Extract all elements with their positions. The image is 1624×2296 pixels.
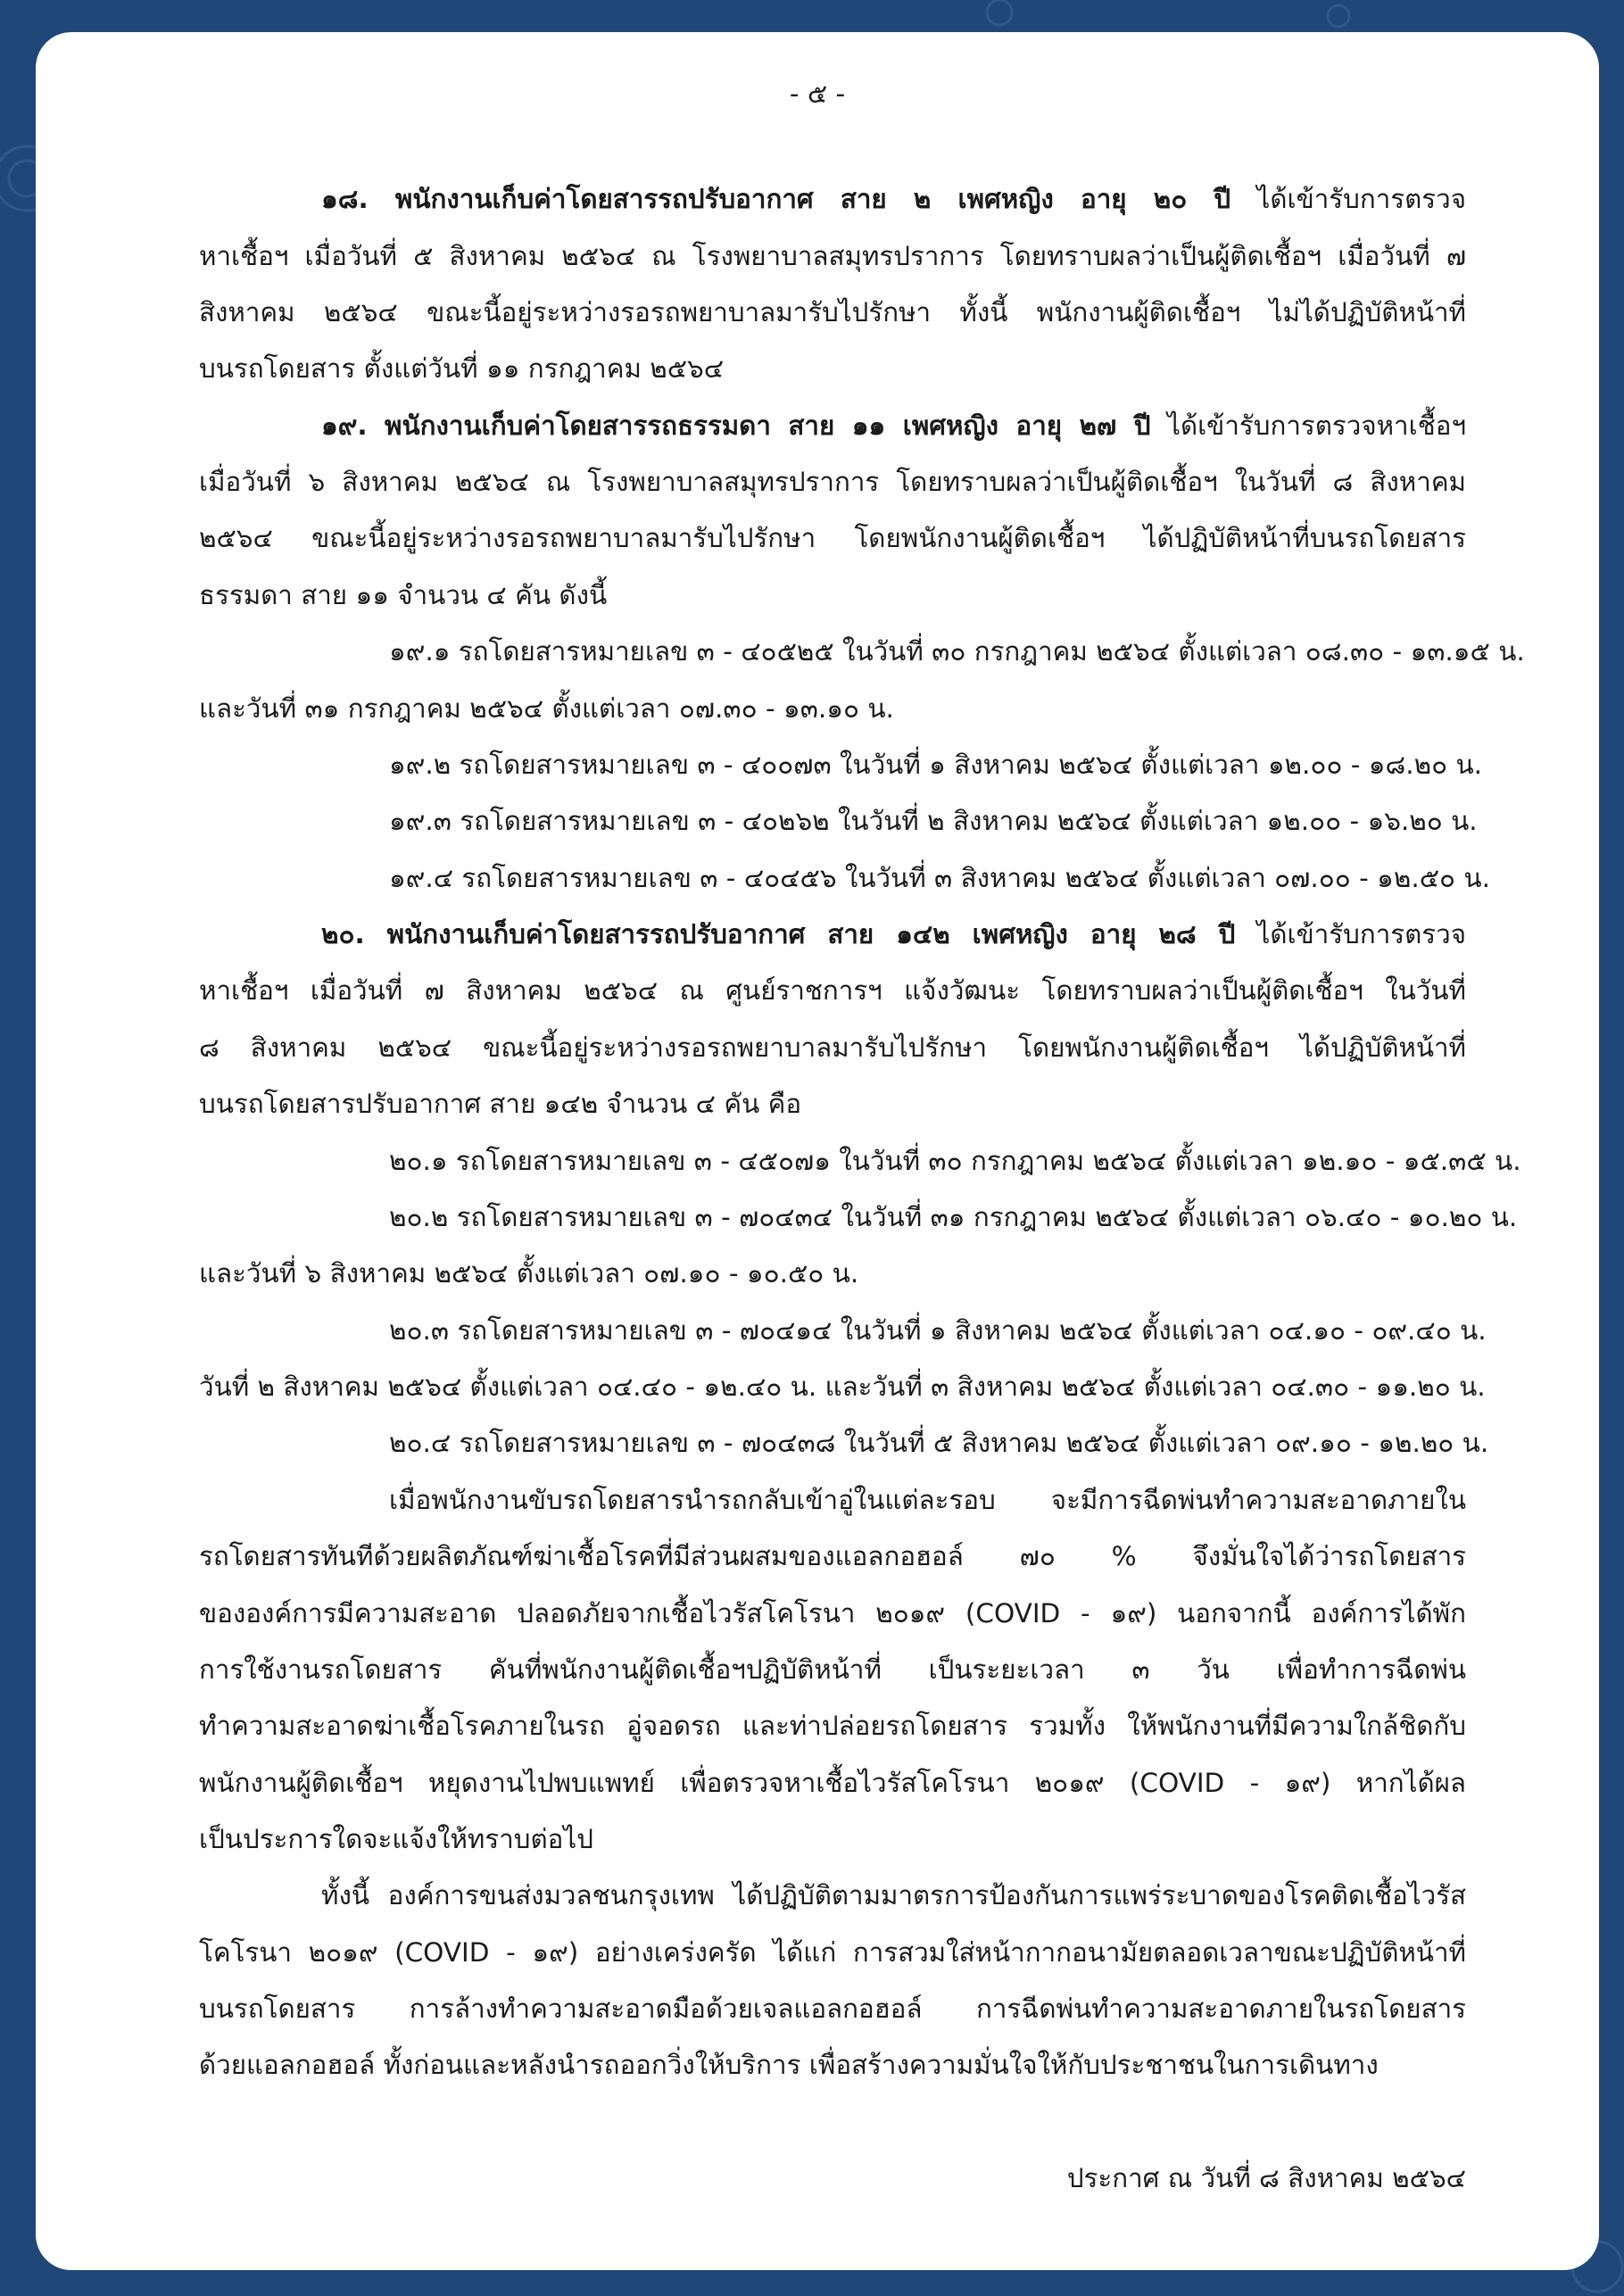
text-line: ธรรมดา สาย ๑๑ จำนวน ๔ คัน ดังนี้ — [199, 580, 608, 610]
text-line: บนรถโดยสาร การล้างทำความสะอาดมือด้วยเจลแอลกอฮอล์ การฉีดพ่นทำความสะอาดภายในรถโดยสาร — [199, 1993, 1466, 2024]
text-line: ๒๐. พนักงานเก็บค่าโดยสารรถปรับอากาศ สาย ๑๔๒ เพศหญิง อายุ ๒๘ ปี ได้เข้ารับการตรวจ — [321, 919, 1466, 949]
text-line: ทั้งนี้ องค์การขนส่งมวลชนกรุงเทพ ได้ปฏิบัติตามมาตรการป้องกันการแพร่ระบาดของโรคติดเชื้อไวรัส — [321, 1880, 1466, 1911]
text-line: สิงหาคม ๒๕๖๔ ขณะนี้อยู่ระหว่างรอรถพยาบาลมารับไปรักษา ทั้งนี้ พนักงานผู้ติดเชื้อฯ ไม่ได้ปฏิบัติหน้าที่ — [199, 297, 1466, 327]
text-line: บนรถโดยสารปรับอากาศ สาย ๑๔๒ จำนวน ๔ คัน คือ — [199, 1089, 802, 1119]
text-line: เป็นประการใดจะแจ้งให้ทราบต่อไป — [199, 1824, 593, 1854]
text-line: และวันที่ ๓๑ กรกฎาคม ๒๕๖๔ ตั้งแต่เวลา ๐๗.๓๐ - ๑๓.๑๐ น. — [199, 693, 894, 724]
text-line: วันที่ ๒ สิงหาคม ๒๕๖๔ ตั้งแต่เวลา ๐๔.๔๐ - ๑๒.๔๐ น. และวันที่ ๓ สิงหาคม ๒๕๖๔ ตั้งแต่เวลา ๐๔.๓๐ - ๑๑.๒๐ น. — [199, 1372, 1486, 1402]
text-line: บนรถโดยสาร ตั้งแต่วันที่ ๑๑ กรกฎาคม ๒๕๖๔ — [199, 353, 725, 384]
text-line: และวันที่ ๖ สิงหาคม ๒๕๖๔ ตั้งแต่เวลา ๐๗.๑๐ - ๑๐.๕๐ น. — [199, 1258, 859, 1289]
page-number: - ๕ - — [789, 79, 846, 109]
text-line: ๑๙. พนักงานเก็บค่าโดยสารรถธรรมดา สาย ๑๑ เพศหญิง อายุ ๒๗ ปี ได้เข้ารับการตรวจหาเชื้อฯ — [321, 410, 1467, 441]
signature-date: ประกาศ ณ วันที่ ๘ สิงหาคม ๒๕๖๔ — [1066, 2163, 1466, 2193]
text-line: เมื่อพนักงานขับรถโดยสารนำรถกลับเข้าอู่ในแต่ละรอบ จะมีการฉีดพ่นทำความสะอาดภายใน — [389, 1485, 1466, 1515]
text-line: การใช้งานรถโดยสาร คันที่พนักงานผู้ติดเชื้อฯปฏิบัติหน้าที่ เป็นระยะเวลา ๓ วัน เพื่อทำการฉีดพ่น — [199, 1654, 1466, 1685]
text-line: ๒๐.๒ รถโดยสารหมายเลข ๓ - ๗๐๔๓๔ ในวันที่ ๓๑ กรกฎาคม ๒๕๖๔ ตั้งแต่เวลา ๐๖.๔๐ - ๑๐.๒๐ น. — [389, 1202, 1518, 1232]
document-page — [36, 32, 1599, 2270]
text-line: ขององค์การมีความสะอาด ปลอดภัยจากเชื้อไวรัสโคโรนา ๒๐๑๙ (COVID - ๑๙) นอกจากนี้ องค์การได้พัก — [199, 1598, 1466, 1629]
text-line: ๒๐.๑ รถโดยสารหมายเลข ๓ - ๔๕๐๗๑ ในวันที่ ๓๐ กรกฎาคม ๒๕๖๔ ตั้งแต่เวลา ๑๒.๑๐ - ๑๕.๓๕ น. — [389, 1146, 1521, 1176]
text-line: ๑๘. พนักงานเก็บค่าโดยสารรถปรับอากาศ สาย ๒ เพศหญิง อายุ ๒๐ ปี ได้เข้ารับการตรวจ — [321, 184, 1466, 214]
text-line: ๒๐.๔ รถโดยสารหมายเลข ๓ - ๗๐๔๓๘ ในวันที่ ๕ สิงหาคม ๒๕๖๔ ตั้งแต่เวลา ๐๙.๑๐ - ๑๒.๒๐ น. — [389, 1428, 1489, 1458]
text-line: ๑๙.๓ รถโดยสารหมายเลข ๓ - ๔๐๒๖๒ ในวันที่ ๒ สิงหาคม ๒๕๖๔ ตั้งแต่เวลา ๑๒.๐๐ - ๑๖.๒๐ น. — [389, 806, 1478, 836]
text-line: ๑๙.๑ รถโดยสารหมายเลข ๓ - ๔๐๕๒๕ ในวันที่ ๓๐ กรกฎาคม ๒๕๖๔ ตั้งแต่เวลา ๐๘.๓๐ - ๑๓.๑๕ น. — [389, 636, 1525, 667]
text-line: รถโดยสารทันทีด้วยผลิตภัณฑ์ฆ่าเชื้อโรคที่มีส่วนผสมของแอลกอฮอล์ ๗๐ % จึงมั่นใจได้ว่ารถโดยสาร — [199, 1541, 1466, 1571]
text-line: หาเชื้อฯ เมื่อวันที่ ๕ สิงหาคม ๒๕๖๔ ณ โรงพยาบาลสมุทรปราการ โดยทราบผลว่าเป็นผู้ติดเชื้อฯ เมื่อวันที่ ๗ — [199, 241, 1466, 271]
text-line: ๘ สิงหาคม ๒๕๖๔ ขณะนี้อยู่ระหว่างรอรถพยาบาลมารับไปรักษา โดยพนักงานผู้ติดเชื้อฯ ได้ปฏิบัติหน้าที่ — [199, 1032, 1466, 1063]
text-line: ๑๙.๔ รถโดยสารหมายเลข ๓ - ๔๐๔๕๖ ในวันที่ ๓ สิงหาคม ๒๕๖๔ ตั้งแต่เวลา ๐๗.๐๐ - ๑๒.๕๐ น. — [389, 863, 1490, 893]
text-line: ๒๐.๓ รถโดยสารหมายเลข ๓ - ๗๐๔๑๔ ในวันที่ ๑ สิงหาคม ๒๕๖๔ ตั้งแต่เวลา ๐๔.๑๐ - ๐๙.๔๐ น. — [389, 1315, 1487, 1346]
text-line: พนักงานผู้ติดเชื้อฯ หยุดงานไปพบแพทย์ เพื่อตรวจหาเชื้อไวรัสโคโรนา ๒๐๑๙ (COVID - ๑๙) หากได้ผล — [199, 1768, 1466, 1798]
text-line: ๑๙.๒ รถโดยสารหมายเลข ๓ - ๔๐๐๗๓ ในวันที่ ๑ สิงหาคม ๒๕๖๔ ตั้งแต่เวลา ๑๒.๐๐ - ๑๘.๒๐ น. — [389, 750, 1483, 780]
text-line: เมื่อวันที่ ๖ สิงหาคม ๒๕๖๔ ณ โรงพยาบาลสมุทรปราการ โดยทราบผลว่าเป็นผู้ติดเชื้อฯ ในวันที่ ๘ สิงหาคม — [199, 467, 1466, 497]
text-line: ๒๕๖๔ ขณะนี้อยู่ระหว่างรอรถพยาบาลมารับไปรักษา โดยพนักงานผู้ติดเชื้อฯ ได้ปฏิบัติหน้าที่บนรถโดยสาร — [199, 523, 1466, 553]
text-line: หาเชื้อฯ เมื่อวันที่ ๗ สิงหาคม ๒๕๖๔ ณ ศูนย์ราชการฯ แจ้งวัฒนะ โดยทราบผลว่าเป็นผู้ติดเชื้อฯ ในวันที่ — [199, 975, 1466, 1006]
text-line: โคโรนา ๒๐๑๙ (COVID - ๑๙) อย่างเคร่งครัด ได้แก่ การสวมใส่หน้ากากอนามัยตลอดเวลาขณะปฏิบัติหน้าที่ — [199, 1937, 1466, 1968]
text-line: ทำความสะอาดฆ่าเชื้อโรคภายในรถ อู่จอดรถ และท่าปล่อยรถโดยสาร รวมทั้ง ให้พนักงานที่มีความใกล้ชิดกับ — [199, 1711, 1466, 1741]
text-line: ด้วยแอลกอฮอล์ ทั้งก่อนและหลังนำรถออกวิ่งให้บริการ เพื่อสร้างความมั่นใจให้กับประชาชนในการเดินทาง — [199, 2050, 1379, 2080]
